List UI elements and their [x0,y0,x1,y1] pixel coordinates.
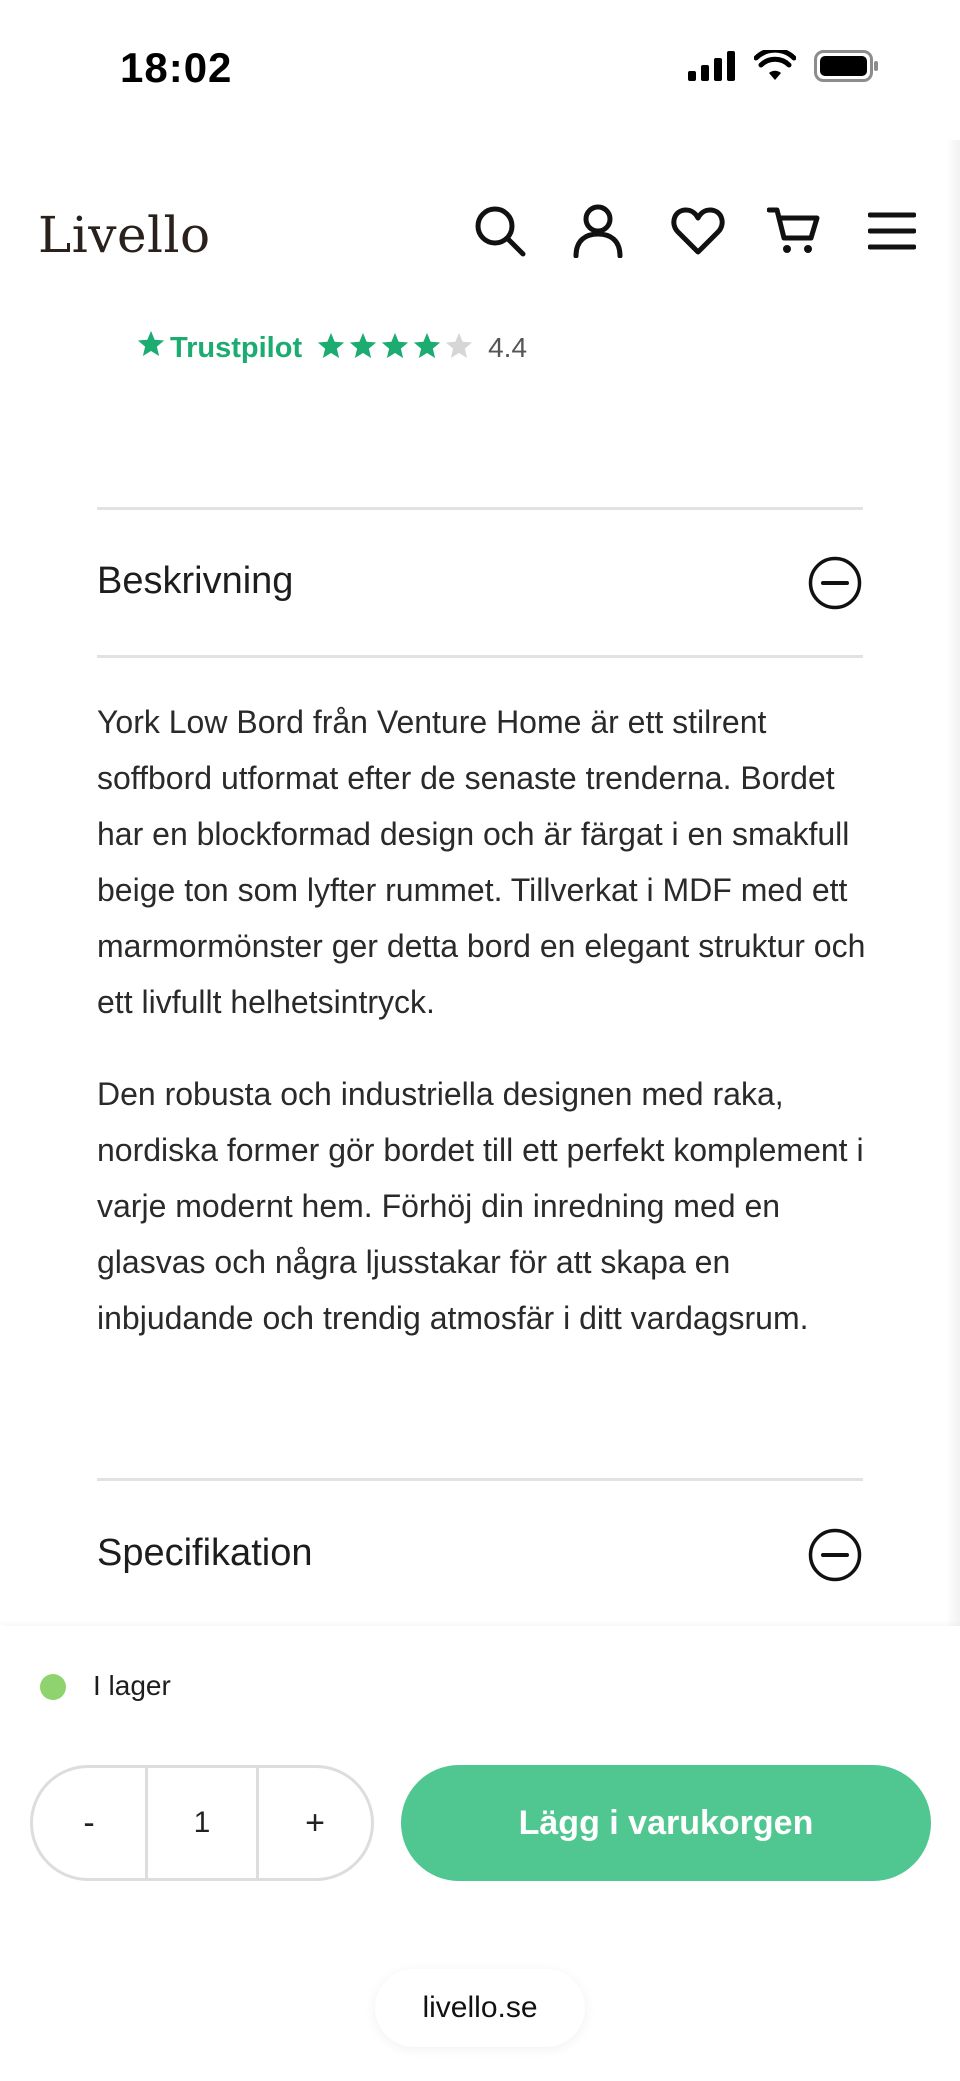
description-accordion-title[interactable]: Beskrivning [97,560,294,602]
star-filled-icon [412,331,442,366]
quantity-value[interactable]: 1 [145,1768,259,1878]
battery-icon [814,50,880,87]
browser-url-bar[interactable]: livello.se [375,1969,585,2047]
accordion-divider [97,507,863,510]
status-icons [688,50,880,87]
collapse-minus-icon[interactable] [808,556,862,610]
star-filled-icon [348,331,378,366]
accordion-divider [97,1478,863,1481]
decrease-quantity-button[interactable]: - [83,1803,95,1842]
rating-value: 4.4 [488,332,528,363]
trustpilot-brand: Trustpilot [170,331,303,364]
site-header [0,140,960,300]
add-to-cart-button[interactable]: Lägg i varukorgen [401,1765,931,1881]
star-filled-icon [380,331,410,366]
description-paragraph: York Low Bord från Venture Home är ett stilrent soffbord utformat efter de senaste trenderna. Bordet har en blockformad design och är färgat i en smakfull beige ton som lyfter rummet. Tillverkat i MDF med ett marmormönster ger detta bord en elegant struktur och ett livfullt helhetsintryck. [97,704,866,1020]
collapse-minus-icon[interactable] [808,1528,862,1582]
menu-icon[interactable] [863,202,921,260]
accordion-divider [97,655,863,658]
status-bar [0,0,960,140]
signal-icon [688,51,736,86]
trustpilot-widget[interactable] [136,328,527,368]
quantity-stepper [30,1765,374,1881]
purchase-bar [0,1626,960,2081]
specification-accordion-title[interactable]: Specifikation [97,1532,313,1574]
status-time: 18:02 [120,44,233,91]
trustpilot-star-icon [136,329,166,367]
page-edge-shadow [946,140,960,1626]
star-empty-icon [444,331,474,366]
star-filled-icon [316,331,346,366]
account-icon[interactable] [569,202,627,260]
wifi-icon [754,50,796,87]
heart-icon[interactable] [669,202,727,260]
description-paragraph: Den robusta och industriella designen med raka, nordiska former gör bordet till ett perfekt komplement i varje modernt hem. Förhöj din inredning med en glasvas och några ljusstakar för att skapa en inbjudande och trendig atmosfär i ditt vardagsrum. [97,1076,864,1336]
trustpilot-logo [136,329,302,367]
increase-quantity-button[interactable]: + [305,1803,325,1842]
cart-icon[interactable] [765,202,823,260]
search-icon[interactable] [471,202,529,260]
stock-status-label: I lager [93,1670,171,1701]
rating-stars [316,331,474,366]
site-logo[interactable]: Livello [38,206,211,264]
stock-status-dot [40,1674,66,1700]
